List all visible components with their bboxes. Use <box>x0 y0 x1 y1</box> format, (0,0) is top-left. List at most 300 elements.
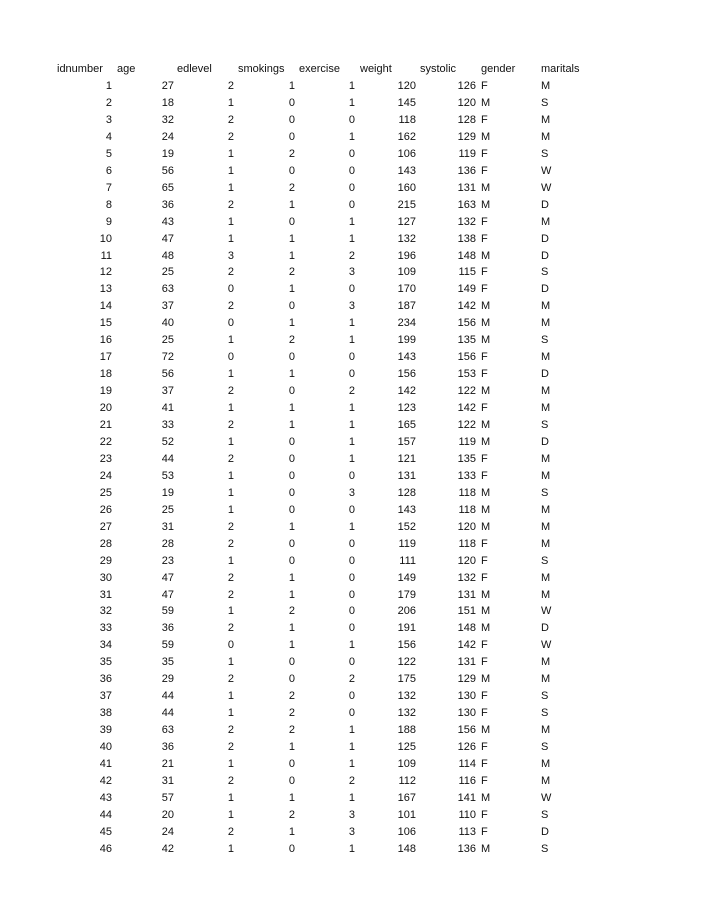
cell-exercise: 1 <box>348 419 355 431</box>
cell-idnumber: 32 <box>99 605 112 617</box>
cell-gender: M <box>481 792 491 804</box>
cell-idnumber: 22 <box>99 436 112 448</box>
cell-idnumber: 29 <box>99 555 112 567</box>
cell-weight: 106 <box>397 826 416 838</box>
cell-exercise: 0 <box>348 707 355 719</box>
cell-age: 41 <box>161 402 174 414</box>
cell-systolic: 120 <box>457 521 476 533</box>
cell-weight: 188 <box>397 724 416 736</box>
cell-weight: 106 <box>397 148 416 160</box>
cell-systolic: 156 <box>457 317 476 329</box>
cell-maritals: M <box>541 300 551 312</box>
cell-idnumber: 8 <box>105 199 112 211</box>
cell-smokings: 0 <box>288 385 295 397</box>
cell-maritals: M <box>541 351 551 363</box>
cell-idnumber: 6 <box>105 165 112 177</box>
cell-exercise: 1 <box>348 639 355 651</box>
cell-smokings: 0 <box>288 673 295 685</box>
cell-edlevel: 2 <box>227 673 234 685</box>
cell-systolic: 132 <box>457 216 476 228</box>
cell-smokings: 1 <box>288 368 295 380</box>
cell-smokings: 1 <box>288 233 295 245</box>
cell-gender: F <box>481 826 488 838</box>
cell-weight: 234 <box>397 317 416 329</box>
cell-weight: 132 <box>397 233 416 245</box>
cell-gender: F <box>481 538 488 550</box>
cell-weight: 120 <box>397 80 416 92</box>
cell-systolic: 128 <box>457 114 476 126</box>
cell-idnumber: 44 <box>99 809 112 821</box>
cell-edlevel: 2 <box>227 300 234 312</box>
cell-systolic: 122 <box>457 419 476 431</box>
cell-maritals: M <box>541 504 551 516</box>
cell-edlevel: 1 <box>227 148 234 160</box>
cell-smokings: 0 <box>288 165 295 177</box>
cell-edlevel: 1 <box>227 97 234 109</box>
header-edlevel: edlevel <box>177 63 212 75</box>
cell-age: 25 <box>161 266 174 278</box>
cell-systolic: 142 <box>457 402 476 414</box>
cell-edlevel: 1 <box>227 758 234 770</box>
cell-idnumber: 13 <box>99 283 112 295</box>
cell-gender: F <box>481 114 488 126</box>
cell-smokings: 1 <box>288 622 295 634</box>
cell-maritals: S <box>541 487 549 499</box>
cell-maritals: S <box>541 741 549 753</box>
cell-age: 53 <box>161 470 174 482</box>
cell-exercise: 0 <box>348 283 355 295</box>
cell-weight: 167 <box>397 792 416 804</box>
cell-systolic: 156 <box>457 351 476 363</box>
cell-edlevel: 3 <box>227 250 234 262</box>
cell-age: 28 <box>161 538 174 550</box>
cell-gender: M <box>481 419 491 431</box>
cell-idnumber: 27 <box>99 521 112 533</box>
cell-systolic: 129 <box>457 131 476 143</box>
cell-edlevel: 2 <box>227 80 234 92</box>
cell-smokings: 2 <box>288 266 295 278</box>
cell-weight: 123 <box>397 402 416 414</box>
cell-systolic: 136 <box>457 165 476 177</box>
cell-exercise: 1 <box>348 758 355 770</box>
cell-smokings: 2 <box>288 707 295 719</box>
cell-weight: 132 <box>397 690 416 702</box>
cell-idnumber: 34 <box>99 639 112 651</box>
cell-age: 18 <box>161 97 174 109</box>
cell-maritals: D <box>541 436 549 448</box>
cell-smokings: 0 <box>288 775 295 787</box>
cell-weight: 121 <box>397 453 416 465</box>
cell-gender: M <box>481 182 491 194</box>
cell-edlevel: 2 <box>227 724 234 736</box>
cell-edlevel: 0 <box>227 283 234 295</box>
cell-age: 65 <box>161 182 174 194</box>
cell-exercise: 1 <box>348 131 355 143</box>
cell-systolic: 114 <box>458 758 476 770</box>
cell-weight: 162 <box>397 131 416 143</box>
cell-systolic: 126 <box>457 80 476 92</box>
cell-idnumber: 7 <box>105 182 112 194</box>
cell-weight: 143 <box>397 504 416 516</box>
cell-smokings: 0 <box>288 758 295 770</box>
cell-edlevel: 2 <box>227 826 234 838</box>
cell-weight: 156 <box>397 639 416 651</box>
cell-age: 56 <box>161 165 174 177</box>
cell-gender: M <box>481 504 491 516</box>
cell-exercise: 0 <box>348 538 355 550</box>
cell-gender: M <box>481 724 491 736</box>
cell-edlevel: 1 <box>227 707 234 719</box>
cell-smokings: 1 <box>288 521 295 533</box>
cell-edlevel: 1 <box>227 436 234 448</box>
cell-exercise: 3 <box>348 266 355 278</box>
cell-gender: M <box>481 131 491 143</box>
cell-age: 47 <box>161 572 174 584</box>
cell-gender: M <box>481 589 491 601</box>
cell-exercise: 0 <box>348 656 355 668</box>
cell-age: 25 <box>161 334 174 346</box>
cell-exercise: 0 <box>348 114 355 126</box>
cell-gender: M <box>481 250 491 262</box>
cell-idnumber: 30 <box>99 572 112 584</box>
cell-maritals: W <box>541 792 552 804</box>
cell-maritals: M <box>541 114 551 126</box>
cell-exercise: 0 <box>348 572 355 584</box>
cell-smokings: 1 <box>288 250 295 262</box>
cell-weight: 206 <box>397 605 416 617</box>
cell-maritals: W <box>541 605 552 617</box>
cell-weight: 131 <box>397 470 416 482</box>
cell-systolic: 130 <box>457 690 476 702</box>
cell-gender: F <box>481 656 488 668</box>
cell-age: 21 <box>161 758 174 770</box>
cell-idnumber: 28 <box>99 538 112 550</box>
cell-smokings: 2 <box>288 724 295 736</box>
cell-exercise: 0 <box>348 182 355 194</box>
cell-gender: F <box>481 470 488 482</box>
cell-exercise: 0 <box>348 351 355 363</box>
cell-age: 37 <box>161 385 174 397</box>
cell-idnumber: 4 <box>105 131 112 143</box>
cell-age: 59 <box>161 639 174 651</box>
cell-smokings: 1 <box>288 199 295 211</box>
cell-edlevel: 2 <box>227 453 234 465</box>
cell-systolic: 118 <box>458 538 476 550</box>
cell-edlevel: 2 <box>227 266 234 278</box>
cell-maritals: M <box>541 385 551 397</box>
cell-idnumber: 41 <box>99 758 112 770</box>
cell-maritals: D <box>541 826 549 838</box>
cell-gender: M <box>481 300 491 312</box>
cell-maritals: D <box>541 368 549 380</box>
cell-exercise: 0 <box>348 199 355 211</box>
cell-gender: M <box>481 673 491 685</box>
cell-exercise: 0 <box>348 555 355 567</box>
cell-gender: F <box>481 165 488 177</box>
cell-systolic: 149 <box>457 283 476 295</box>
cell-systolic: 115 <box>458 266 476 278</box>
cell-idnumber: 37 <box>99 690 112 702</box>
cell-age: 47 <box>161 233 174 245</box>
cell-maritals: S <box>541 809 549 821</box>
cell-gender: M <box>481 334 491 346</box>
cell-edlevel: 1 <box>227 504 234 516</box>
cell-edlevel: 2 <box>227 622 234 634</box>
cell-edlevel: 1 <box>227 182 234 194</box>
cell-age: 36 <box>161 199 174 211</box>
cell-systolic: 156 <box>457 724 476 736</box>
cell-smokings: 1 <box>288 572 295 584</box>
cell-smokings: 0 <box>288 131 295 143</box>
cell-age: 33 <box>161 419 174 431</box>
cell-gender: F <box>481 266 488 278</box>
cell-maritals: M <box>541 572 551 584</box>
cell-edlevel: 2 <box>227 589 234 601</box>
cell-exercise: 2 <box>348 673 355 685</box>
cell-exercise: 3 <box>348 809 355 821</box>
cell-gender: F <box>481 690 488 702</box>
cell-weight: 149 <box>397 572 416 584</box>
cell-systolic: 130 <box>457 707 476 719</box>
cell-smokings: 2 <box>288 690 295 702</box>
cell-idnumber: 31 <box>99 589 112 601</box>
cell-exercise: 1 <box>348 724 355 736</box>
cell-age: 27 <box>161 80 174 92</box>
cell-idnumber: 42 <box>99 775 112 787</box>
cell-age: 31 <box>161 775 174 787</box>
cell-smokings: 1 <box>288 639 295 651</box>
cell-systolic: 126 <box>457 741 476 753</box>
cell-idnumber: 36 <box>99 673 112 685</box>
cell-gender: F <box>481 368 488 380</box>
cell-exercise: 2 <box>348 250 355 262</box>
cell-idnumber: 5 <box>105 148 112 160</box>
cell-idnumber: 9 <box>105 216 112 228</box>
cell-weight: 156 <box>397 368 416 380</box>
cell-smokings: 0 <box>288 114 295 126</box>
cell-weight: 109 <box>397 758 416 770</box>
cell-edlevel: 1 <box>227 165 234 177</box>
cell-age: 29 <box>161 673 174 685</box>
cell-smokings: 0 <box>288 504 295 516</box>
cell-exercise: 1 <box>348 436 355 448</box>
cell-gender: M <box>481 97 491 109</box>
cell-age: 36 <box>161 741 174 753</box>
cell-idnumber: 14 <box>99 300 112 312</box>
cell-edlevel: 1 <box>227 402 234 414</box>
header-maritals: maritals <box>541 63 580 75</box>
cell-idnumber: 18 <box>99 368 112 380</box>
cell-edlevel: 2 <box>227 521 234 533</box>
cell-weight: 143 <box>397 165 416 177</box>
cell-maritals: S <box>541 555 549 567</box>
cell-exercise: 2 <box>348 385 355 397</box>
cell-smokings: 0 <box>288 453 295 465</box>
cell-smokings: 2 <box>288 334 295 346</box>
cell-edlevel: 2 <box>227 419 234 431</box>
cell-idnumber: 20 <box>99 402 112 414</box>
cell-smokings: 0 <box>288 656 295 668</box>
cell-maritals: S <box>541 97 549 109</box>
cell-age: 63 <box>161 724 174 736</box>
cell-exercise: 1 <box>348 843 355 855</box>
cell-systolic: 118 <box>458 487 476 499</box>
cell-smokings: 0 <box>288 487 295 499</box>
cell-idnumber: 2 <box>105 97 112 109</box>
cell-maritals: M <box>541 402 551 414</box>
cell-age: 40 <box>161 317 174 329</box>
cell-age: 56 <box>161 368 174 380</box>
cell-smokings: 2 <box>288 148 295 160</box>
cell-gender: F <box>481 351 488 363</box>
cell-edlevel: 2 <box>227 741 234 753</box>
cell-age: 44 <box>161 707 174 719</box>
cell-weight: 128 <box>397 487 416 499</box>
cell-smokings: 0 <box>288 300 295 312</box>
cell-weight: 143 <box>397 351 416 363</box>
cell-age: 42 <box>161 843 174 855</box>
cell-idnumber: 43 <box>99 792 112 804</box>
cell-edlevel: 1 <box>227 656 234 668</box>
cell-gender: M <box>481 436 491 448</box>
cell-maritals: D <box>541 283 549 295</box>
cell-age: 37 <box>161 300 174 312</box>
cell-age: 72 <box>161 351 174 363</box>
cell-idnumber: 12 <box>99 266 112 278</box>
cell-gender: M <box>481 605 491 617</box>
cell-gender: F <box>481 707 488 719</box>
cell-maritals: M <box>541 216 551 228</box>
cell-smokings: 1 <box>288 741 295 753</box>
cell-systolic: 116 <box>458 775 476 787</box>
cell-exercise: 1 <box>348 334 355 346</box>
cell-edlevel: 2 <box>227 385 234 397</box>
cell-idnumber: 3 <box>105 114 112 126</box>
cell-maritals: M <box>541 80 551 92</box>
cell-age: 25 <box>161 504 174 516</box>
cell-edlevel: 1 <box>227 216 234 228</box>
cell-systolic: 135 <box>457 453 476 465</box>
cell-edlevel: 1 <box>227 809 234 821</box>
cell-exercise: 0 <box>348 622 355 634</box>
cell-weight: 199 <box>397 334 416 346</box>
cell-smokings: 1 <box>288 402 295 414</box>
cell-idnumber: 33 <box>99 622 112 634</box>
cell-idnumber: 23 <box>99 453 112 465</box>
cell-systolic: 122 <box>457 385 476 397</box>
cell-weight: 148 <box>397 843 416 855</box>
cell-systolic: 120 <box>457 97 476 109</box>
cell-gender: F <box>481 555 488 567</box>
cell-exercise: 0 <box>348 690 355 702</box>
cell-smokings: 0 <box>288 538 295 550</box>
cell-gender: F <box>481 283 488 295</box>
cell-gender: M <box>481 199 491 211</box>
cell-maritals: M <box>541 538 551 550</box>
cell-age: 48 <box>161 250 174 262</box>
cell-gender: F <box>481 572 488 584</box>
cell-age: 24 <box>161 131 174 143</box>
cell-smokings: 0 <box>288 216 295 228</box>
cell-edlevel: 2 <box>227 572 234 584</box>
cell-gender: F <box>481 216 488 228</box>
cell-maritals: M <box>541 673 551 685</box>
cell-maritals: D <box>541 233 549 245</box>
cell-age: 36 <box>161 622 174 634</box>
cell-exercise: 3 <box>348 300 355 312</box>
cell-systolic: 110 <box>458 809 476 821</box>
cell-exercise: 0 <box>348 504 355 516</box>
cell-gender: M <box>481 487 491 499</box>
cell-gender: F <box>481 639 488 651</box>
cell-edlevel: 1 <box>227 487 234 499</box>
cell-weight: 191 <box>397 622 416 634</box>
cell-exercise: 3 <box>348 826 355 838</box>
cell-edlevel: 1 <box>227 555 234 567</box>
cell-maritals: M <box>541 775 551 787</box>
cell-smokings: 0 <box>288 97 295 109</box>
cell-smokings: 0 <box>288 436 295 448</box>
cell-weight: 111 <box>399 555 416 567</box>
cell-weight: 157 <box>397 436 416 448</box>
cell-systolic: 133 <box>457 470 476 482</box>
cell-edlevel: 1 <box>227 334 234 346</box>
cell-age: 35 <box>161 656 174 668</box>
header-smokings: smokings <box>238 63 285 75</box>
cell-edlevel: 2 <box>227 131 234 143</box>
cell-exercise: 0 <box>348 470 355 482</box>
cell-gender: F <box>481 741 488 753</box>
cell-exercise: 1 <box>348 80 355 92</box>
cell-age: 31 <box>161 521 174 533</box>
cell-smokings: 0 <box>288 351 295 363</box>
cell-maritals: M <box>541 656 551 668</box>
cell-maritals: S <box>541 843 549 855</box>
cell-exercise: 2 <box>348 775 355 787</box>
cell-smokings: 0 <box>288 470 295 482</box>
cell-age: 19 <box>161 148 174 160</box>
cell-age: 23 <box>161 555 174 567</box>
cell-weight: 196 <box>397 250 416 262</box>
cell-gender: F <box>481 402 488 414</box>
cell-gender: M <box>481 622 491 634</box>
cell-edlevel: 1 <box>227 605 234 617</box>
cell-systolic: 129 <box>457 673 476 685</box>
cell-age: 44 <box>161 690 174 702</box>
cell-weight: 160 <box>397 182 416 194</box>
cell-smokings: 1 <box>288 317 295 329</box>
cell-gender: M <box>481 843 491 855</box>
cell-edlevel: 0 <box>227 351 234 363</box>
cell-systolic: 136 <box>457 843 476 855</box>
cell-maritals: S <box>541 148 549 160</box>
cell-idnumber: 16 <box>99 334 112 346</box>
cell-idnumber: 39 <box>99 724 112 736</box>
cell-exercise: 1 <box>348 741 355 753</box>
cell-systolic: 131 <box>457 182 476 194</box>
cell-smokings: 1 <box>288 589 295 601</box>
cell-exercise: 0 <box>348 148 355 160</box>
cell-age: 59 <box>161 605 174 617</box>
cell-weight: 152 <box>397 521 416 533</box>
cell-maritals: W <box>541 639 552 651</box>
cell-edlevel: 2 <box>227 114 234 126</box>
cell-maritals: S <box>541 419 549 431</box>
cell-edlevel: 1 <box>227 368 234 380</box>
cell-exercise: 0 <box>348 605 355 617</box>
cell-systolic: 120 <box>457 555 476 567</box>
cell-gender: F <box>481 453 488 465</box>
